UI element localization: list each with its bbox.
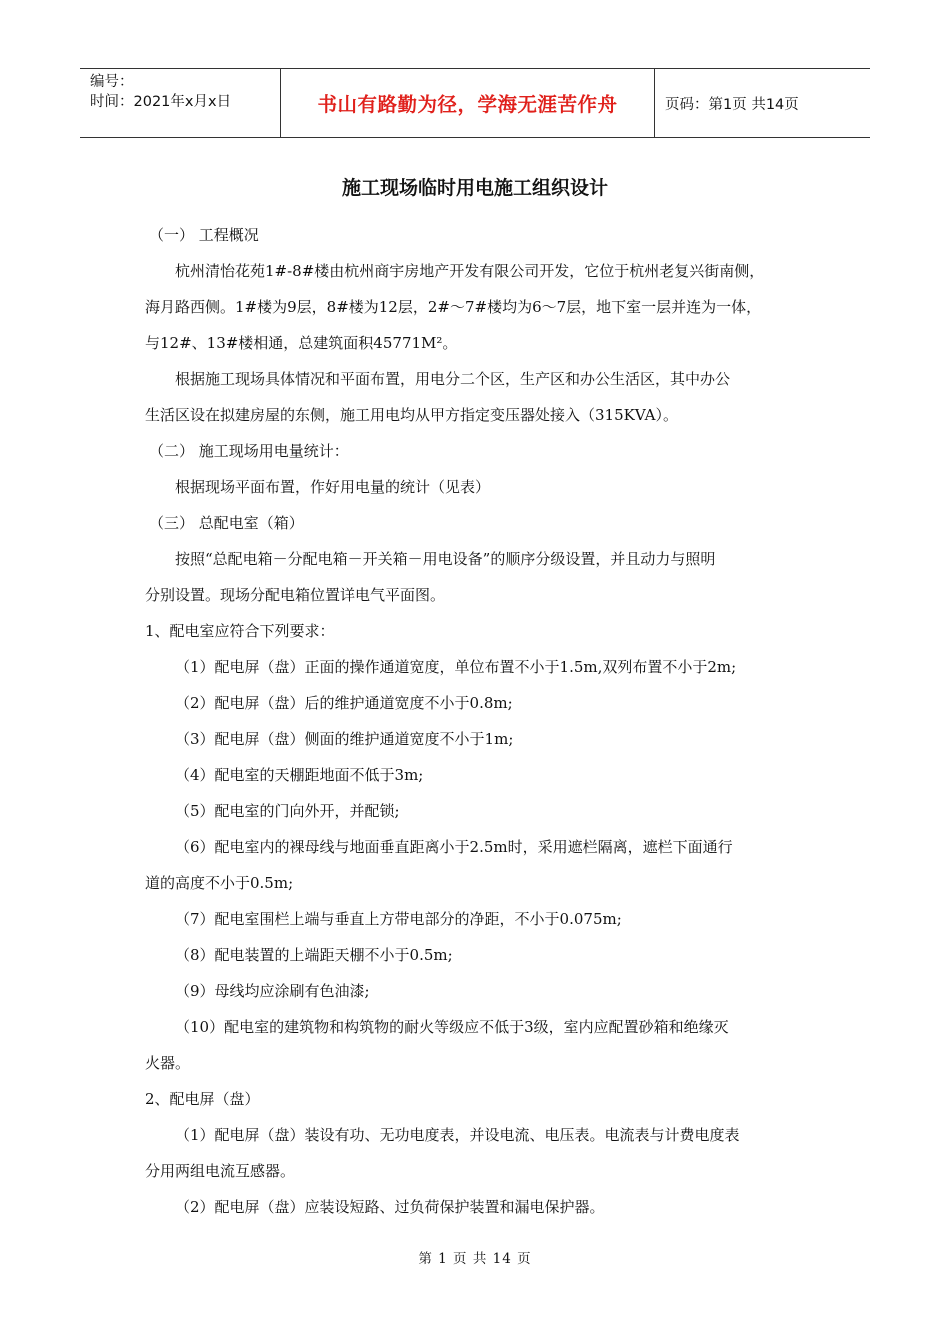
paragraph-line: 1、配电室应符合下列要求： xyxy=(145,622,335,640)
paragraph-line: 根据施工现场具体情况和平面布置，用电分二个区，生产区和办公生活区，其中办公 xyxy=(175,370,731,388)
page-footer: 第 1 页 共 14 页 xyxy=(418,1251,532,1267)
header-page-info: 页码：第1页 共14页 xyxy=(665,96,799,113)
paragraph-line: 按照“总配电箱－分配电箱－开关箱－用电设备”的顺序分级设置，并且动力与照明 xyxy=(175,550,716,568)
paragraph-line: （2）配电屏（盘）后的维护通道宽度不小于0.8m; xyxy=(175,694,513,712)
paragraph-line: （9）母线均应涂刷有色油漆; xyxy=(175,982,370,1000)
document-body xyxy=(145,220,813,1228)
paragraph-line: 分别设置。现场分配电箱位置详电气平面图。 xyxy=(145,586,446,604)
paragraph-line: （8）配电装置的上端距天棚不小于0.5m; xyxy=(175,946,453,964)
document-title: 施工现场临时用电施工组织设计 xyxy=(341,177,608,199)
paragraph-line: 2、配电屏（盘） xyxy=(145,1090,260,1108)
paragraph-line: 分用两组电流互感器。 xyxy=(145,1162,296,1180)
paragraph-line: （1）配电屏（盘）装设有功、无功电度表，并设电流、电压表。电流表与计费电度表 xyxy=(175,1126,740,1144)
number-label: 编号： xyxy=(90,74,134,90)
paragraph-line: （一） 工程概况 xyxy=(149,226,259,244)
paragraph-line: （2）配电屏（盘）应装设短路、过负荷保护装置和漏电保护器。 xyxy=(175,1198,605,1216)
paragraph-line: （6）配电室内的裸母线与地面垂直距离小于2.5m时，采用遮栏隔离，遮栏下面通行 xyxy=(175,838,733,856)
paragraph-line: （10）配电室的建筑物和构筑物的耐火等级应不低于3级，室内应配置砂箱和绝缘灭 xyxy=(175,1018,729,1036)
paragraph-line: （三） 总配电室（箱） xyxy=(149,514,304,532)
paragraph-line: （4）配电室的天棚距地面不低于3m; xyxy=(175,766,424,784)
paragraph-line: 根据现场平面布置，作好用电量的统计（见表） xyxy=(175,478,491,496)
document-header xyxy=(80,68,870,138)
paragraph-line: 海月路西侧。1#楼为9层，8#楼为12层，2#～7#楼均为6～7层，地下室一层并连为一体， xyxy=(145,298,762,316)
paragraph-line: 与12#、13#楼相通，总建筑面积45771M²。 xyxy=(145,334,458,352)
paragraph-line: 道的高度不小于0.5m; xyxy=(145,874,294,892)
paragraph-line: （5）配电室的门向外开，并配锁; xyxy=(175,802,400,820)
paragraph-line: （二） 施工现场用电量统计： xyxy=(149,442,349,460)
paragraph-line: （1）配电屏（盘）正面的操作通道宽度，单位布置不小于1.5m,双列布置不小于2m; xyxy=(175,658,737,676)
paragraph-line: （7）配电室围栏上端与垂直上方带电部分的净距，不小于0.075m; xyxy=(175,910,622,928)
paragraph-line: （3）配电屏（盘）侧面的维护通道宽度不小于1m; xyxy=(175,730,514,748)
paragraph-line: 火器。 xyxy=(145,1054,191,1072)
time-label: 时间：2021年x月x日 xyxy=(90,94,232,110)
paragraph-line: 杭州清怡花苑1#-8#楼由杭州商宇房地产开发有限公司开发，它位于杭州老复兴街南侧， xyxy=(175,262,765,280)
header-motto: 书山有路勤为径，学海无涯苦作舟 xyxy=(281,69,655,137)
paragraph-line: 生活区设在拟建房屋的东侧，施工用电均从甲方指定变压器处接入（315KVA）。 xyxy=(145,406,678,424)
header-meta xyxy=(80,69,281,137)
